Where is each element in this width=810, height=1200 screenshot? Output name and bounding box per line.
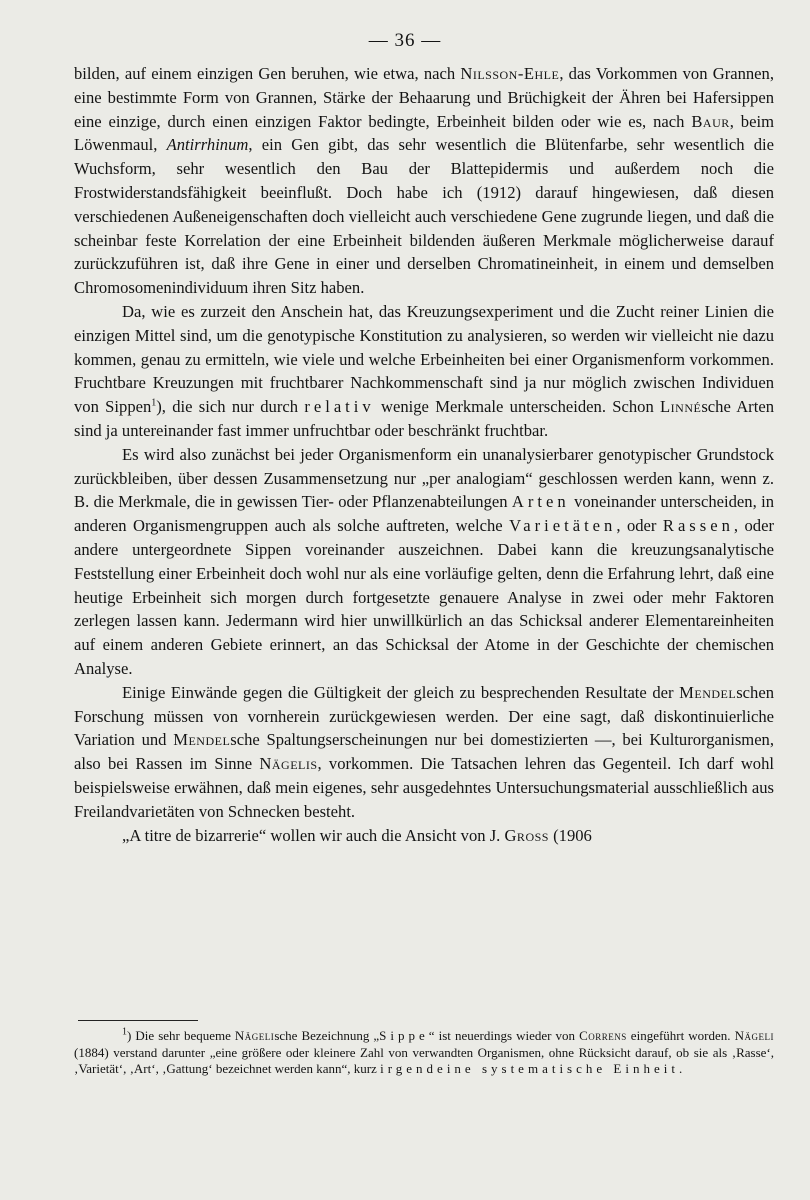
author-name: Nägeli — [234, 1028, 275, 1043]
text-run: voneinander unterscheiden, in anderen Organismengruppen auch als solche auftreten, welche — [74, 492, 774, 536]
text-run: Einige Einwände gegen die Gültigkeit der gleich zu besprechenden Resultate der — [122, 682, 680, 702]
footnote-marker: 1 — [151, 397, 157, 409]
text-run: bilden, auf einem einzigen Gen beruhen, wie etwa, nach — [74, 64, 461, 83]
author-name: Nägeli — [734, 1028, 774, 1043]
text-run: , oder — [616, 516, 663, 536]
author-name: Nägelis — [259, 754, 318, 774]
spaced-emphasis: Rassen — [662, 516, 734, 536]
text-run: eingeführt worden. — [626, 1028, 735, 1043]
page-number: — 36 — — [368, 30, 442, 51]
paragraph — [74, 681, 774, 824]
text-run: , beim Löwenmaul, — [74, 111, 774, 155]
spaced-emphasis: Varietäten — [509, 516, 617, 536]
paragraph — [74, 62, 774, 300]
text-run: Da, wie es zurzeit den Anschein hat, das Kreuzungsexperiment und die Zucht reiner Linien die einzigen Mittel sind, um die genotypische Konstitution zu analysieren, so werden wir vielleicht nie dazu kommen, genau zu ermitteln, wie viele und welche Erbeinheiten bei einer Organismenform vorkommen. Fruchtbare Kreuzungen mit fruchtbarer Nachkommenschaft sind ja nur möglich zwischen Individuen von Sippen — [74, 301, 774, 417]
spaced-emphasis: irgendeine systematische Einheit — [380, 1061, 679, 1076]
text-run: “ ist neuerdings wieder von — [428, 1028, 580, 1043]
author-name: Mendel — [679, 682, 737, 702]
author-name: Baur — [691, 111, 730, 131]
text-run: , das Vorkommen von Grannen, eine bestimmte Form von Grannen, Stärke der Behaarung und Brüchigkeit der Ähren bei Hafersippen eine einzige, durch einen einzigen Faktor bedingte, Erbeinheit bilden oder wie es, nach — [74, 64, 774, 131]
text-run: wenige Merkmale unterscheiden. Schon — [374, 397, 661, 417]
footnote — [74, 1028, 774, 1078]
author-name: Linné — [660, 397, 702, 417]
paragraph — [74, 300, 774, 443]
text-run: (1906 — [548, 825, 592, 845]
text-run: schen Forschung müssen von vornherein zurückgewiesen werden. Der eine sagt, daß diskontinuierliche Variation und — [74, 682, 774, 750]
text-run: sche Arten sind ja untereinander fast immer unfruchtbar oder beschränkt fruchtbar. — [74, 397, 774, 440]
text-run: sche Spaltungserscheinungen nur bei domestizierten —, bei Kulturorganismen, also bei Rassen im Sinne — [74, 730, 775, 774]
text-run: ), die sich nur durch — [156, 397, 305, 417]
text-run: . — [678, 1061, 683, 1076]
body-text — [74, 62, 774, 847]
text-run: , vorkommen. Die Tatsachen lehren das Gegenteil. Ich darf wohl beispielsweise erwähnen, daß mein eigenes, sehr ausgedehntes Untersuchungsmaterial ausschließlich aus Freilandvarietäten von Schnecken besteht. — [74, 754, 775, 821]
spaced-emphasis: relativ — [304, 397, 375, 417]
text-run: , oder andere untergeordnete Sippen voreinander auszeichnen. Dabei kann die kreuzungsanalytische Feststellung einer Erbeinheit doch wohl nur als eine vorläufige gelten, denn die Erfahrung lehrt, daß eine heutige Erbeinheit sich morgen durch fortgesetzte genauere Analyse in zwei oder mehr Faktoren zerlegen lassen kann. Jedermann wird hier unwillkürlich an das Schicksal anderer Elementareinheiten auf einem anderen Gebiete erinnert, an das Schicksal der Atome in der Geschichte der chemischen Analyse. — [74, 516, 774, 678]
text-run: (1884) verstand darunter „eine größere oder kleinere Zahl von verwandten Organismen, ohne Rücksicht darauf, ob sie als ‚Rasse‘, ‚Varietät‘, ‚Art‘, ‚Gattung‘ bezeichnet werden kann“, kurz — [74, 1044, 774, 1076]
paragraph — [74, 824, 774, 848]
paragraph — [74, 443, 774, 681]
text-run: ) Die sehr bequeme — [127, 1028, 235, 1043]
text-run: „A titre de bizarrerie“ wollen wir auch die Ansicht von J. — [122, 825, 505, 845]
text-run: , ein Gen gibt, das sehr wesentlich die Blütenfarbe, sehr wesentlich die Wuchsform, sehr wesentlich den Bau der Blattepidermis und außerdem noch die Frostwiderstandsfähigkeit beeinflußt. Doch habe ich (1912) darauf hingewiesen, daß diesen verschiedenen Außeneigenschaften doch vielleicht auch verschiedene Gene zugrunde liegen, und daß die scheinbar feste Korrelation der eine Erbeinheit bildenden äußeren Merkmale möglicherweise darauf zurückzuführen ist, daß ihre Gene in einer und derselben Chromatineinheit, in einem und demselben Chromosomenindividuum ihren Sitz haben. — [74, 135, 775, 298]
text-run: sche Bezeichnung „ — [274, 1028, 380, 1043]
author-name: Nilsson-Ehle — [460, 64, 560, 83]
author-name: Mendel — [173, 730, 231, 750]
italic-text: Antirrhinum — [166, 135, 249, 155]
footnote-text — [74, 1028, 774, 1076]
author-name: Gross — [504, 825, 549, 845]
spaced-emphasis: Sippe — [379, 1028, 429, 1043]
text-run: Es wird also zunächst bei jeder Organismenform ein unanalysierbarer genotypischer Grundstock zurückbleiben, über dessen Zusammensetzung nur „per analogiam“ geschlossen werden kann, wenn z. B. die Merkmale, die in gewissen Tier- oder Pflanzenabteilungen — [74, 444, 774, 512]
footnote-rule — [78, 1020, 198, 1021]
spaced-emphasis: Arten — [511, 492, 570, 512]
footnote-marker: 1 — [122, 1026, 127, 1038]
author-name: Correns — [579, 1028, 627, 1043]
